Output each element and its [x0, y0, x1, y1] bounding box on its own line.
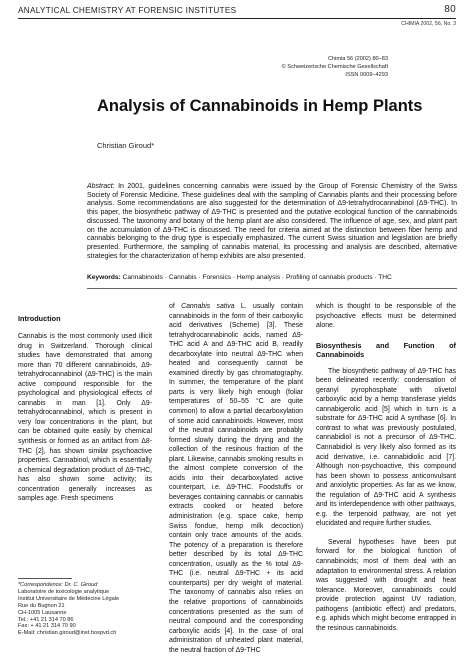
section-heading-biosynthesis: Biosynthesis and Function of Cannabinoids [316, 340, 456, 359]
article-title: Analysis of Cannabinoids in Hemp Plants [97, 97, 423, 115]
abstract-text: In 2001, guidelines concerning cannabis were issued by the Group of Forensic Chemistry of the Swiss Society of Forensic Medicine. These guidelines deal with the sampling of Cannabis plants and their processing before analysis. Some recommendations are also suggested for the determination of Δ9-tetrahydrocannabinol (Δ9-THC). In this paper, the biosynthetic pathway of Δ9-THC is presented and the putative ecological function of the cannabinoids discussed. The taxonomy and botany of the hemp plant are also considered. The influence of age, sex, and plant part on the accumulation of Δ9-THC is discussed. The need for criteria aimed at the distinction between fiber hemp and cannabis belonging to the drug type is especially emphasized. The current Swiss situation and legislation are briefly presented. Furthermore, the sampling of cannabis material, its processing and analysis are described, alternative strategies for the characterization of hemp exhibits are also presented. [87, 183, 457, 260]
footnote-line: Rue du Bugnon 21 [18, 602, 65, 609]
abstract [87, 183, 457, 261]
column-1 [18, 314, 152, 504]
journal-section-title: ANALYTICAL CHEMISTRY AT FORENSIC INSTITUTES [18, 6, 237, 15]
article-author: Christian Giroud* [97, 141, 155, 150]
species-name: Cannabis sativa [181, 303, 235, 310]
column-3 [316, 302, 456, 633]
column-3-continuation: which is thought to be responsible of the psychoactive effects must be determined alone. [316, 303, 456, 330]
issn-line: ISSN 0009–4293 [345, 71, 388, 78]
running-header [18, 4, 456, 18]
footnote-rule [18, 578, 72, 579]
column-2-paragraph: of Cannabis sativa L. usually contain cannabinoids in the form of their carboxylic acid derivatives (Scheme) [3]. These tetrahydrocannabinolic acids, named Δ9-THC acid A and Δ9-THC acid B, readily decarboxylate into neutral Δ9-THC when heated and consequently cannot be examined directly by gas chromatography. In summer, the temperature of the plant parts is very likely high enough (foliar temperatures of 50–55 °C are quite common) to allow a partial decarboxylation of some acid cannabinoids. However, most of the neutral cannabinoids are probably formed slowly during the drying and the collection of the resinous fraction of the plant. Likewise, cannabis smoking results in the almost complete conversion of the acids into their decarboxylated active counterpart, i.e. Δ9-THC. Foodstuffs or beverages containing cannabis or cannabis extracts cooked or heated before administration (e.g. space cake, hemp Swiss fondue, hemp milk decoction) contain only trace amounts of the acids. The potency of a preparation is therefore better described by its total Δ9-THC concentration, usually as the % total Δ9-THC (i.e. neutral Δ9-THC + its acid counterparts) per dry weight of material. The taxonomy of cannabis also relies on the relative proportions of cannabinoids concentrations presented as the sum of neutral compound and the corresponding carboxylic acids [4]. In the case of oral administration of unheated plant material, the neutral fraction of Δ9-THC [169, 303, 303, 654]
footnote-line: Laboratoire de toxicologie analytique [18, 588, 110, 595]
publication-info [282, 56, 388, 79]
correspondence-footnote [18, 582, 158, 637]
correspondence-name: *Correspondence: Dr. C. Giroud [18, 582, 98, 588]
citation-line: Chimia 56 (2002) 80–83 [327, 56, 388, 62]
abstract-label: Abstract: [87, 183, 115, 190]
keywords-rule [87, 288, 457, 289]
chimia-reference: CHIMIA 2002, 56, No. 3 [401, 21, 456, 27]
keywords-label: Keywords: [87, 274, 121, 281]
keywords [87, 274, 457, 283]
footnote-email[interactable]: E-Mail: christian.giroud@inst.hospvd.ch [18, 630, 117, 637]
footnote-phone: Tel.: +41 21 314 70 86 [18, 616, 74, 623]
footnote-line: CH-1005 Lausanne [18, 609, 67, 616]
page-number: 80 [444, 4, 456, 15]
column-2 [169, 302, 303, 655]
biosynthesis-paragraph: The biosynthetic pathway of Δ9-THC has been delineated recently: condensation of geranyl pyrophosphate with olivetol carboxylic acid by a hemp transferase yields cannabigerolic acid [5] which in turn is a substrate for Δ9-THC acid A synthase [6]. In contrast to what was previously postulated, cannabidiol is not a precursor of Δ9-THC. Cannabidiol is very likely also formed as its acid derivative, i.e. cannabidiolic acid [7]. Although non-psychoactive, this compound has been shown to possess anticonvulsant and anxiolytic properties. As far as we know, the regulation of Δ9-THC acid A synthesis and its interdependence with other pathways, e.g. the terpenoid pathway, are not yet elucidated and require further studies. [316, 367, 456, 528]
header-rule [18, 18, 456, 19]
section-heading-introduction: Introduction [18, 314, 61, 323]
footnote-fax: Fax: + 41 21 314 70 90 [18, 623, 76, 630]
intro-paragraph: Cannabis is the most commonly used illicit drug in Switzerland. Thorough clinical studies have demonstrated that among more than 70 different cannabinoids, Δ9-tetrahydrocannabinol (Δ9-THC) is the main active compound responsible for the psychological and physiological effects of cannabis in man [1]. Only Δ9-tetrahydrocannabinol, which is present in very low concentrations in the plant, but can be obtained quite easily by chemical synthesis or formed as an artifact from Δ8-THC [2], has shown similar psychoactive properties. Cannabinol, which is essentially a chemical degradation product of Δ9-THC, has also shown some activity; its concentration generally increases as samples age. Fresh specimens [18, 333, 152, 503]
copyright-line: © Schweizerische Chemische Gesellschaft [281, 63, 388, 70]
function-paragraph: Several hypotheses have been put forward for the biological function of cannabinoids; most of them deal with an adaptation to environmental stress. A relation was suggested with drought and heat tolerance. Moreover, cannabinoids could provide protection against UV radiation, pathogens (antibiotic effect) and predators, e.g. aphids which might become entrapped in the resinous cannabinoids. [316, 538, 456, 632]
footnote-line: Institut Universitaire de Médecine Légale [18, 595, 120, 602]
keywords-text: Cannabinoids · Cannabis · Forensics · Hemp analysis · Profiling of cannabis products · THC [120, 274, 392, 281]
